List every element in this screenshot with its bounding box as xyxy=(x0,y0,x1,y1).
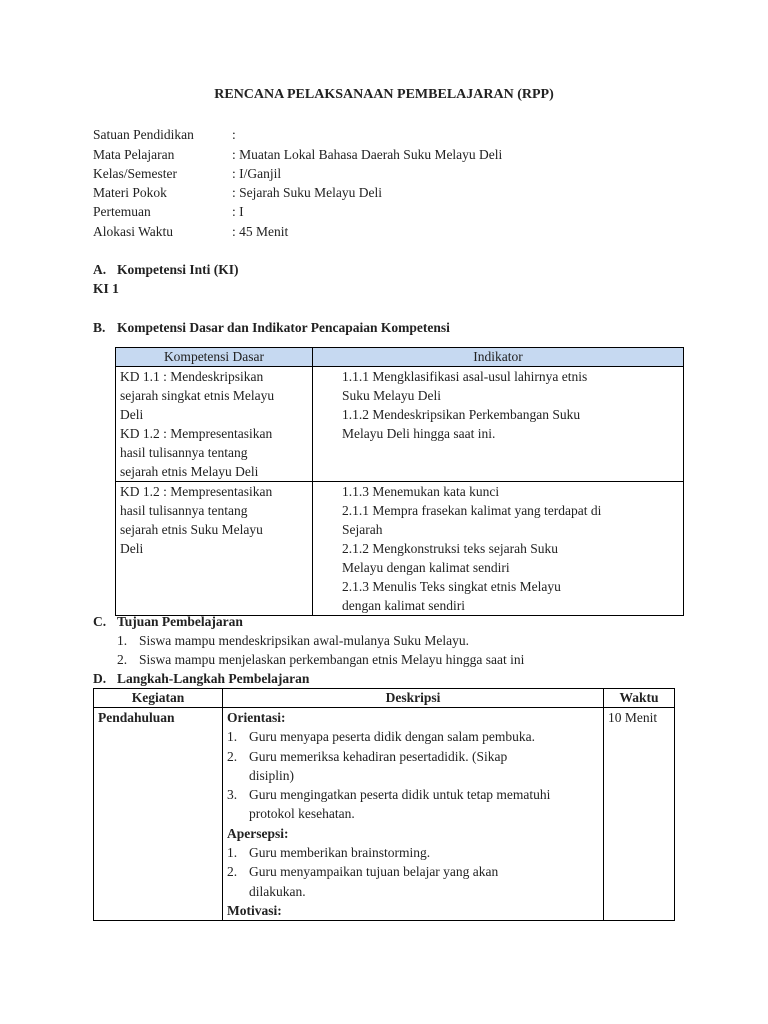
identity-label: Mata Pelajaran xyxy=(93,147,175,162)
table-row xyxy=(94,708,675,921)
indicator-line: 2.1.1 Mempra frasekan kalimat yang terdapat di xyxy=(342,503,602,518)
deskripsi-cell xyxy=(223,708,604,921)
list-number: 2. xyxy=(117,652,128,667)
list-number: 1. xyxy=(227,729,238,745)
kd-line: KD 1.1 : Mendeskripsikan xyxy=(120,369,264,384)
section-title: Kompetensi Dasar dan Indikator Pencapaian Kompetensi xyxy=(117,320,450,335)
kd-line: hasil tulisannya tentang xyxy=(120,445,248,460)
kd-line: KD 1.2 : Mempresentasikan xyxy=(120,426,273,441)
table-row xyxy=(116,482,684,616)
section-title: Kompetensi Inti (KI) xyxy=(117,262,239,277)
kd-line: KD 1.2 : Mempresentasikan xyxy=(120,484,273,499)
table-row xyxy=(116,367,684,482)
header-deskripsi: Deskripsi xyxy=(223,689,604,708)
list-number: 2. xyxy=(227,864,238,880)
identity-value: : I xyxy=(232,204,244,219)
section-b-heading xyxy=(93,318,450,337)
page-title: RENCANA PELAKSANAAN PEMBELAJARAN (RPP) xyxy=(214,87,554,102)
identity-value: : 45 Menit xyxy=(232,224,289,239)
list-continuation xyxy=(227,766,599,785)
indicator-line: dengan kalimat sendiri xyxy=(342,598,465,613)
list-text: disiplin) xyxy=(249,767,295,783)
header-indikator: Indikator xyxy=(313,348,684,367)
kd-line: sejarah etnis Melayu Deli xyxy=(120,464,259,479)
list-text: Guru memeriksa kehadiran pesertadidik. (Sikap xyxy=(249,748,508,764)
indicator-line: Suku Melayu Deli xyxy=(342,388,441,403)
indicator-line: Melayu Deli hingga saat ini. xyxy=(342,426,496,441)
section-title: Tujuan Pembelajaran xyxy=(117,614,243,629)
kd-line: sejarah etnis Suku Melayu xyxy=(120,522,263,537)
indicator-cell xyxy=(313,482,684,616)
list-continuation xyxy=(227,882,599,901)
identity-value: : Sejarah Suku Melayu Deli xyxy=(232,185,382,200)
identity-value: : Muatan Lokal Bahasa Daerah Suku Melayu Deli xyxy=(232,147,503,162)
indicator-line: 2.1.3 Menulis Teks singkat etnis Melayu xyxy=(342,579,561,594)
kd-line: Deli xyxy=(120,541,144,556)
kd-line: Deli xyxy=(120,407,144,422)
list-item xyxy=(227,727,599,746)
kd-cell xyxy=(116,482,313,616)
list-text: Guru memberikan brainstorming. xyxy=(249,845,431,861)
indicator-line: 1.1.2 Mendeskripsikan Perkembangan Suku xyxy=(342,407,581,422)
list-text: Guru mengingatkan peserta didik untuk tetap mematuhi xyxy=(249,787,551,803)
list-number: 1. xyxy=(117,633,128,648)
list-item xyxy=(227,785,599,804)
table-header-row xyxy=(94,689,675,708)
steps-table xyxy=(93,688,675,921)
identity-label: Materi Pokok xyxy=(93,185,167,200)
identity-value: : xyxy=(232,127,236,142)
identity-label: Kelas/Semester xyxy=(93,166,177,181)
list-number: 1. xyxy=(227,845,238,861)
identity-label: Satuan Pendidikan xyxy=(93,127,194,142)
indicator-line: 1.1.1 Mengklasifikasi asal-usul lahirnya etnis xyxy=(342,369,588,384)
orientasi-title: Orientasi: xyxy=(227,710,286,725)
kegiatan-cell: Pendahuluan xyxy=(94,708,223,921)
waktu-cell: 10 Menit xyxy=(604,708,675,921)
list-text: dilakukan. xyxy=(249,883,306,899)
indicator-line: Melayu dengan kalimat sendiri xyxy=(342,560,510,575)
list-continuation xyxy=(227,804,599,823)
list-item xyxy=(227,843,599,862)
section-a-heading xyxy=(93,260,239,279)
header-kompetensi-dasar: Kompetensi Dasar xyxy=(116,348,313,367)
identity-label: Pertemuan xyxy=(93,204,151,219)
list-text: protokol kesehatan. xyxy=(249,806,355,822)
list-text: Guru menyapa peserta didik dengan salam pembuka. xyxy=(249,729,536,745)
table-header-row xyxy=(116,348,684,367)
kd-indicator-table xyxy=(115,347,684,616)
section-letter: D. xyxy=(93,671,107,686)
apersepsi-title: Apersepsi: xyxy=(227,825,289,841)
kd-line: hasil tulisannya tentang xyxy=(120,503,248,518)
list-number: 2. xyxy=(227,748,238,764)
list-item xyxy=(227,862,599,881)
identity-label: Alokasi Waktu xyxy=(93,224,174,239)
list-item xyxy=(117,650,524,669)
list-text: Guru menyampaikan tujuan belajar yang akan xyxy=(249,864,499,880)
kd-cell xyxy=(116,367,313,482)
kd-line: sejarah singkat etnis Melayu xyxy=(120,388,275,403)
section-d-heading xyxy=(93,669,309,688)
motivasi-title: Motivasi: xyxy=(227,902,282,918)
list-item xyxy=(227,747,599,766)
section-c-heading xyxy=(93,612,243,631)
header-kegiatan: Kegiatan xyxy=(94,689,223,708)
section-a-sub: KI 1 xyxy=(93,281,119,296)
list-item xyxy=(117,631,469,650)
list-text: Siswa mampu mendeskripsikan awal-mulanya Suku Melayu. xyxy=(139,633,469,648)
identity-value: : I/Ganjil xyxy=(232,166,282,181)
section-letter: B. xyxy=(93,320,106,335)
section-letter: A. xyxy=(93,262,107,277)
section-title: Langkah-Langkah Pembelajaran xyxy=(117,671,310,686)
section-letter: C. xyxy=(93,614,107,629)
list-number: 3. xyxy=(227,787,238,803)
indicator-line: 1.1.3 Menemukan kata kunci xyxy=(342,484,500,499)
header-waktu: Waktu xyxy=(604,689,675,708)
indicator-cell xyxy=(313,367,684,482)
list-text: Siswa mampu menjelaskan perkembangan etnis Melayu hingga saat ini xyxy=(139,652,525,667)
indicator-line: 2.1.2 Mengkonstruksi teks sejarah Suku xyxy=(342,541,558,556)
indicator-line: Sejarah xyxy=(342,522,383,537)
